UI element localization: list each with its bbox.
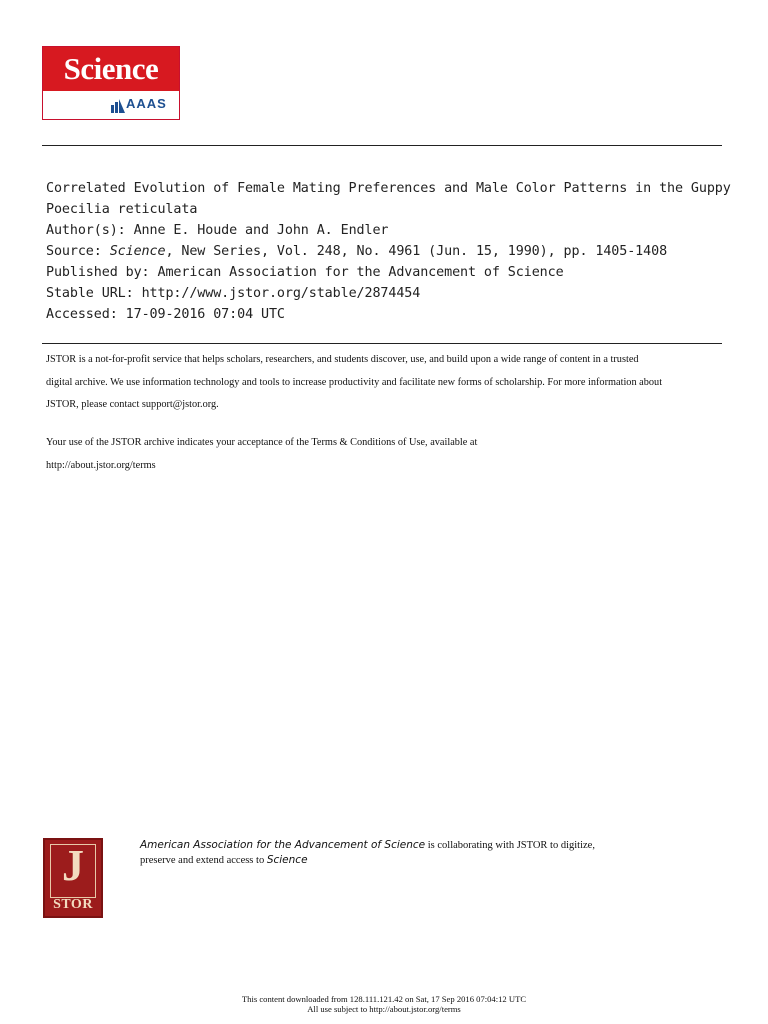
- accessed-line: [46, 304, 726, 325]
- accessed-label: Accessed:: [46, 307, 118, 322]
- authors: Anne E. Houde and John A. Endler: [133, 223, 389, 238]
- science-logo-title: Science: [43, 47, 179, 91]
- aaas-logo: [43, 91, 179, 119]
- article-title: Correlated Evolution of Female Mating Preferences and Male Color Patterns in the Guppy: [46, 181, 731, 196]
- jstor-logo-word: STOR: [53, 897, 93, 912]
- aaas-mark-icon: [111, 99, 125, 113]
- collaboration-journal: Science: [266, 854, 308, 866]
- notice-line-2: digital archive. We use information technology and tools to increase productivity and facilitate new forms of scholarship. For more information about: [46, 376, 663, 388]
- publisher: American Association for the Advancement of Science: [157, 265, 564, 280]
- download-footer: [0, 994, 768, 1014]
- footer-line-2: All use subject to http://about.jstor.org/terms: [307, 1004, 461, 1014]
- aaas-text: AAAS: [126, 96, 167, 111]
- jstor-logo-letter: J: [62, 841, 84, 890]
- top-divider: [42, 145, 722, 146]
- stable-url-line: [46, 283, 726, 304]
- terms-url-link[interactable]: http://about.jstor.org/terms: [46, 459, 156, 471]
- source-details: , New Series, Vol. 248, No. 4961 (Jun. 15, 1990), pp. 1405-1408: [165, 244, 668, 259]
- source-label: Source:: [46, 244, 102, 259]
- terms-notice: [46, 432, 726, 477]
- collaboration-statement: [140, 838, 700, 868]
- collaboration-org: American Association for the Advancement of Science: [140, 839, 426, 851]
- source-line: [46, 241, 726, 262]
- footer-line-1: This content downloaded from 128.111.121.42 on Sat, 17 Sep 2016 07:04:12 UTC: [241, 994, 527, 1004]
- collaboration-line-1: [140, 838, 700, 853]
- authors-label: Author(s):: [46, 223, 126, 238]
- article-subtitle: Poecilia reticulata: [46, 202, 198, 217]
- science-logo: [42, 46, 180, 120]
- notice-line-3: JSTOR, please contact support@jstor.org.: [46, 399, 219, 410]
- collaboration-line-2: [140, 853, 700, 868]
- jstor-logo: [43, 838, 103, 918]
- notice-line-1: JSTOR is a not-for-profit service that helps scholars, researchers, and students discover, use, and build upon a wide range of content in a trusted: [46, 354, 639, 365]
- stable-url-label: Stable URL:: [46, 286, 134, 301]
- publisher-line: [46, 262, 726, 283]
- source-journal: Science: [109, 244, 166, 259]
- accessed-date: 17-09-2016 07:04 UTC: [125, 307, 285, 322]
- collaboration-text-2: preserve and extend access to: [140, 855, 267, 866]
- collaboration-text-1: is collaborating with JSTOR to digitize,: [425, 840, 595, 851]
- jstor-notice: [46, 349, 726, 417]
- authors-line: [46, 220, 726, 241]
- citation-block: [46, 178, 731, 325]
- publisher-label: Published by:: [46, 265, 150, 280]
- middle-divider: [42, 343, 722, 344]
- terms-line-1: Your use of the JSTOR archive indicates your acceptance of the Terms & Conditions of Use, available at: [46, 437, 478, 448]
- stable-url-link[interactable]: http://www.jstor.org/stable/2874454: [141, 286, 421, 301]
